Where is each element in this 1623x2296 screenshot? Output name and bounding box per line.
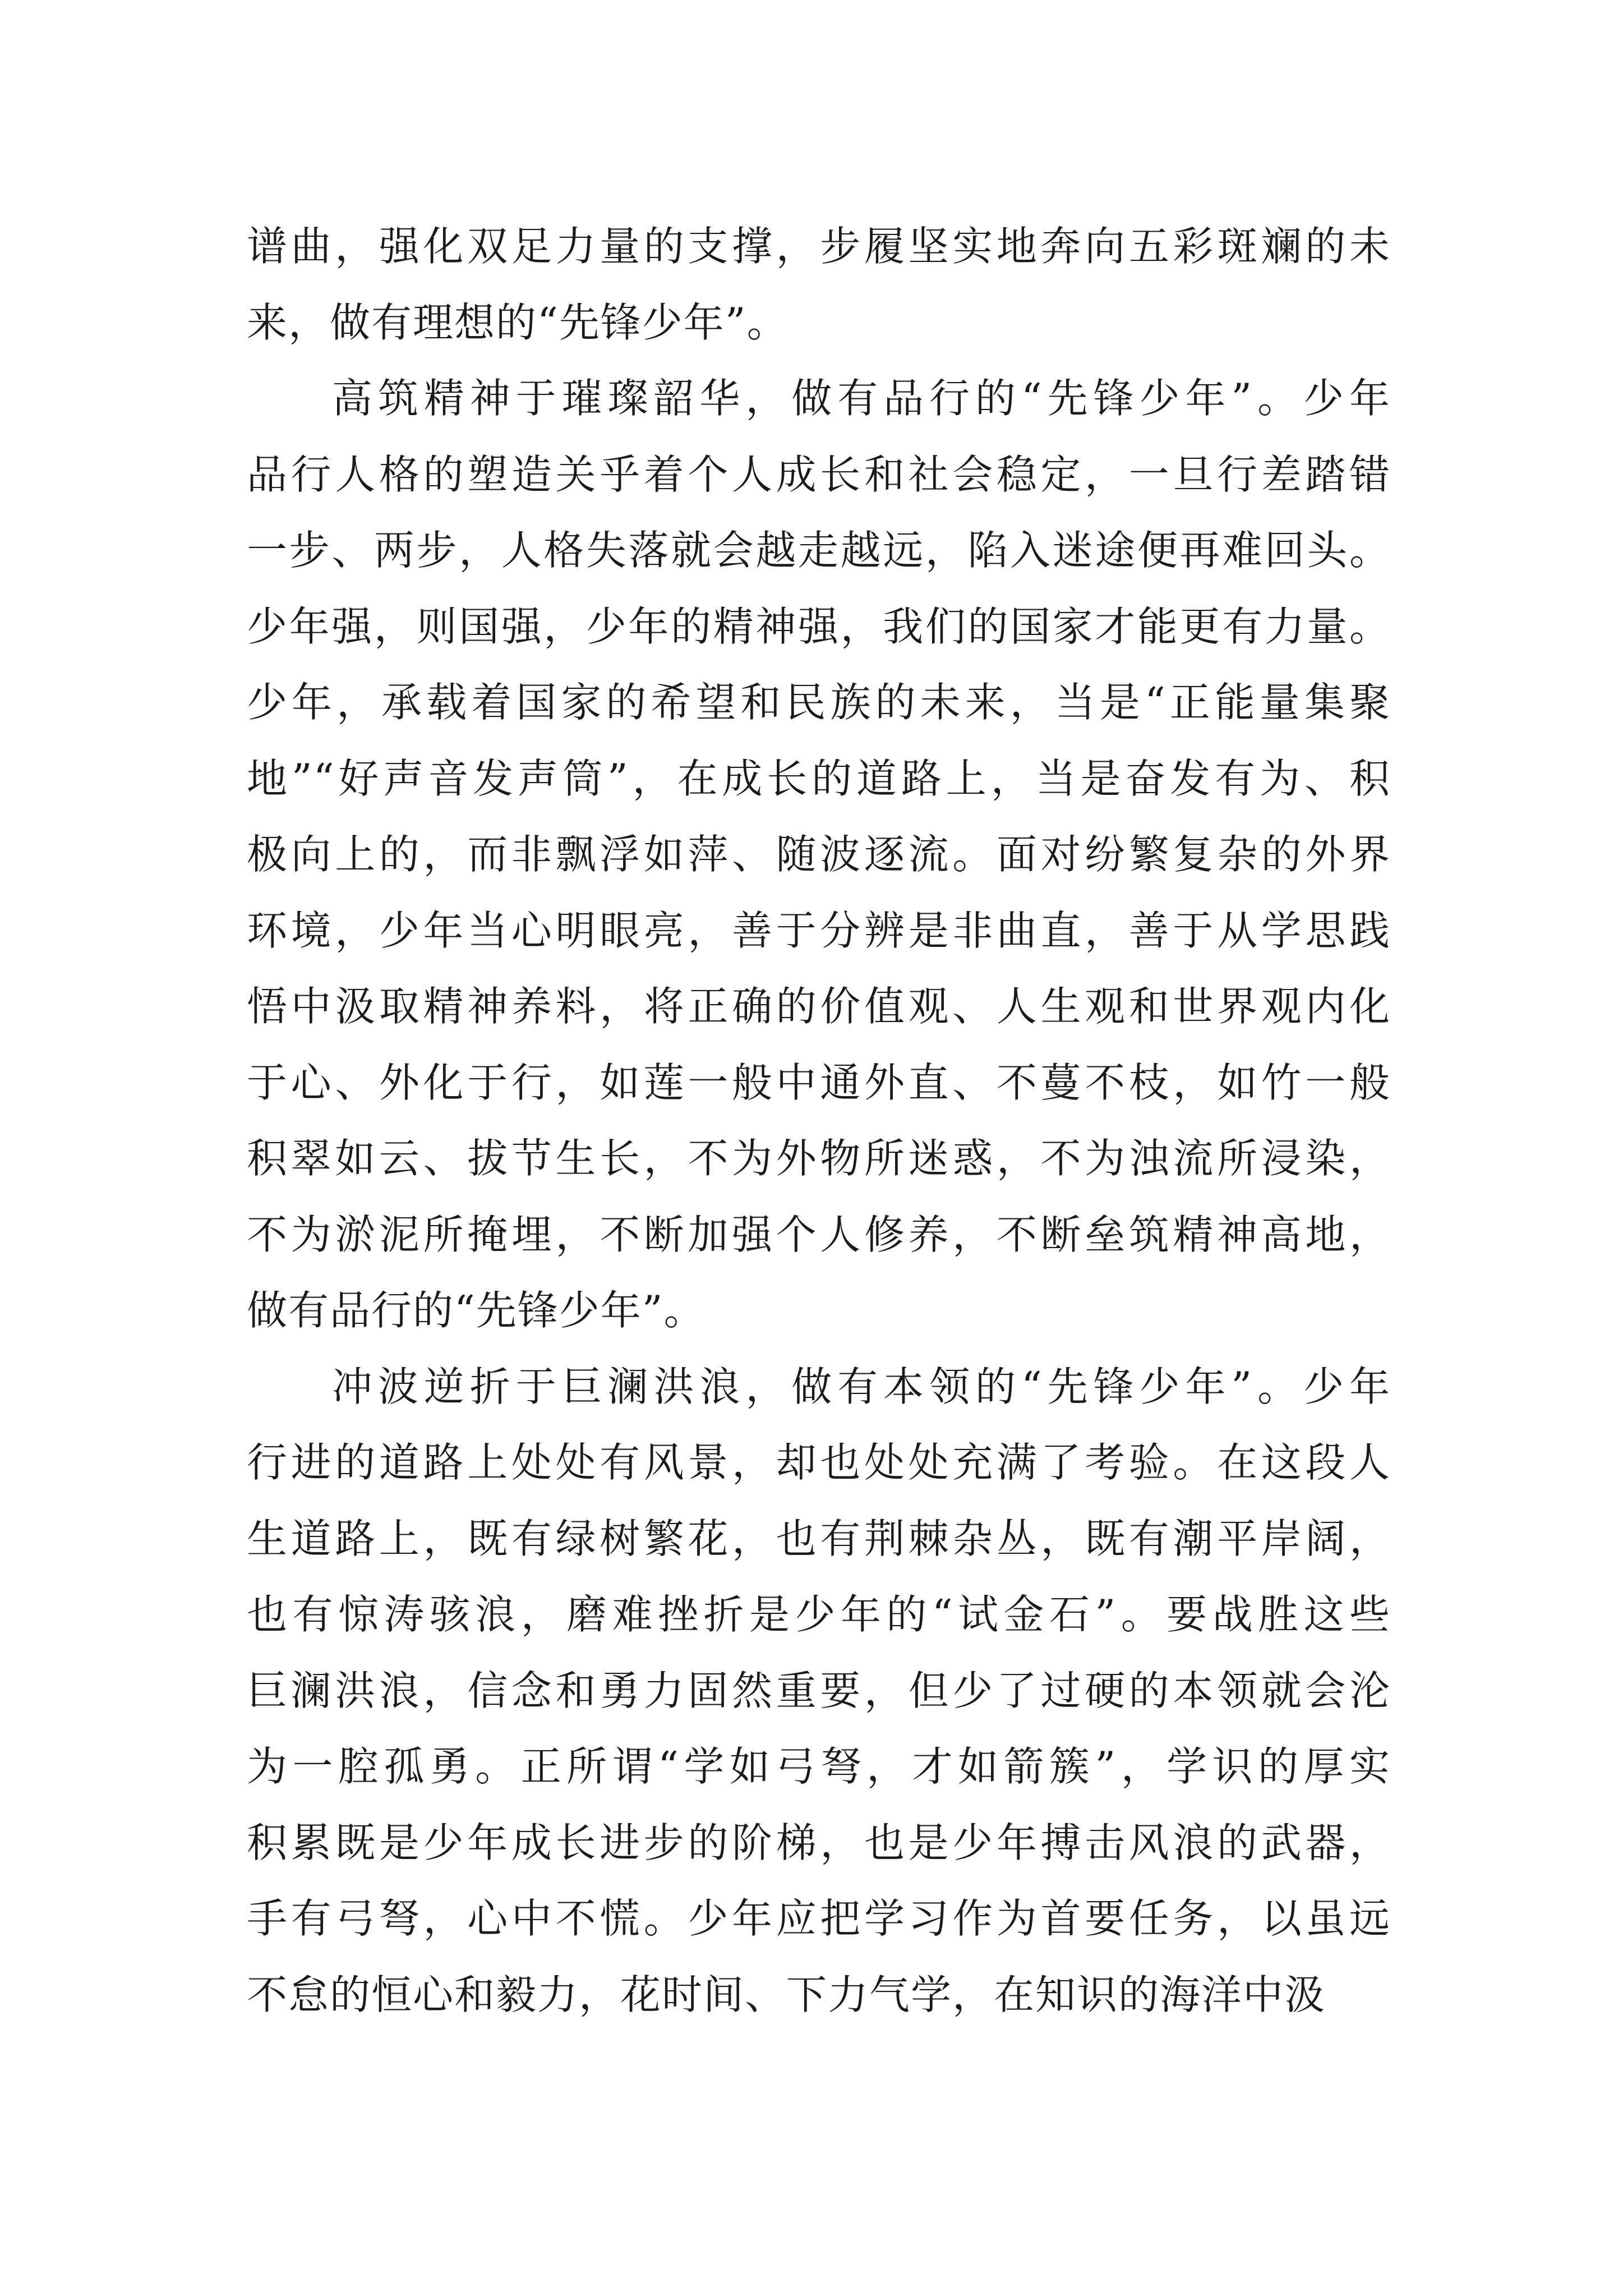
- text-line: 地”“好声音发声筒”，在成长的道路上，当是奋发有为、积: [247, 754, 1391, 802]
- text-line: 为一腔孤勇。正所谓“学如弓弩，才如箭簇”，学识的厚实: [247, 1743, 1391, 1790]
- text-line: 品行人格的塑造关乎着个人成长和社会稳定，一旦行差踏错: [247, 450, 1391, 498]
- text-line: 极向上的，而非飘浮如萍、随波逐流。面对纷繁复杂的外界: [247, 831, 1391, 878]
- text-line: 少年强，则国强，少年的精神强，我们的国家才能更有力量。: [247, 602, 1391, 650]
- text-line: 一步、两步，人格失落就会越走越远，陷入迷途便再难回头。: [247, 527, 1391, 574]
- text-line: 悟中汲取精神养料，将正确的价值观、人生观和世界观内化: [247, 983, 1391, 1030]
- paragraph: [247, 1349, 1391, 2033]
- text-line: 也有惊涛骇浪，磨难挫折是少年的“试金石”。要战胜这些: [247, 1591, 1391, 1638]
- text-line: 不怠的恒心和毅力，花时间、下力气学，在知识的海洋中汲: [247, 1971, 1326, 2018]
- text-line: 行进的道路上处处有风景，却也处处充满了考验。在这段人: [247, 1439, 1391, 1486]
- text-line: 积翠如云、拔节生长，不为外物所迷惑，不为浊流所浸染，: [247, 1135, 1391, 1182]
- paragraph: [247, 361, 1391, 1349]
- document-body: [247, 209, 1391, 2033]
- text-line: 不为淤泥所掩埋，不断加强个人修养，不断垒筑精神高地，: [247, 1211, 1391, 1258]
- text-line: 于心、外化于行，如莲一般中通外直、不蔓不枝，如竹一般: [247, 1059, 1391, 1106]
- text-line: 高筑精神于璀璨韶华，做有品行的“先锋少年”。少年: [332, 375, 1391, 422]
- text-line: 来，做有理想的“先锋少年”。: [247, 298, 789, 346]
- text-line: 做有品行的“先锋少年”。: [247, 1287, 706, 1334]
- text-line: 积累既是少年成长进步的阶梯，也是少年搏击风浪的武器，: [247, 1819, 1391, 1866]
- text-line: 冲波逆折于巨澜洪浪，做有本领的“先锋少年”。少年: [332, 1363, 1391, 1410]
- text-line: 谱曲，强化双足力量的支撑，步履坚实地奔向五彩斑斓的未: [247, 223, 1391, 270]
- text-line: 环境，少年当心明眼亮，善于分辨是非曲直，善于从学思践: [247, 907, 1391, 954]
- text-line: 生道路上，既有绿树繁花，也有荆棘杂丛，既有潮平岸阔，: [247, 1515, 1391, 1562]
- text-line: 少年，承载着国家的希望和民族的未来，当是“正能量集聚: [247, 679, 1391, 726]
- text-line: 手有弓弩，心中不慌。少年应把学习作为首要任务，以虽远: [247, 1895, 1391, 1942]
- text-line: 巨澜洪浪，信念和勇力固然重要，但少了过硬的本领就会沦: [247, 1667, 1391, 1714]
- paragraph: [247, 209, 1391, 361]
